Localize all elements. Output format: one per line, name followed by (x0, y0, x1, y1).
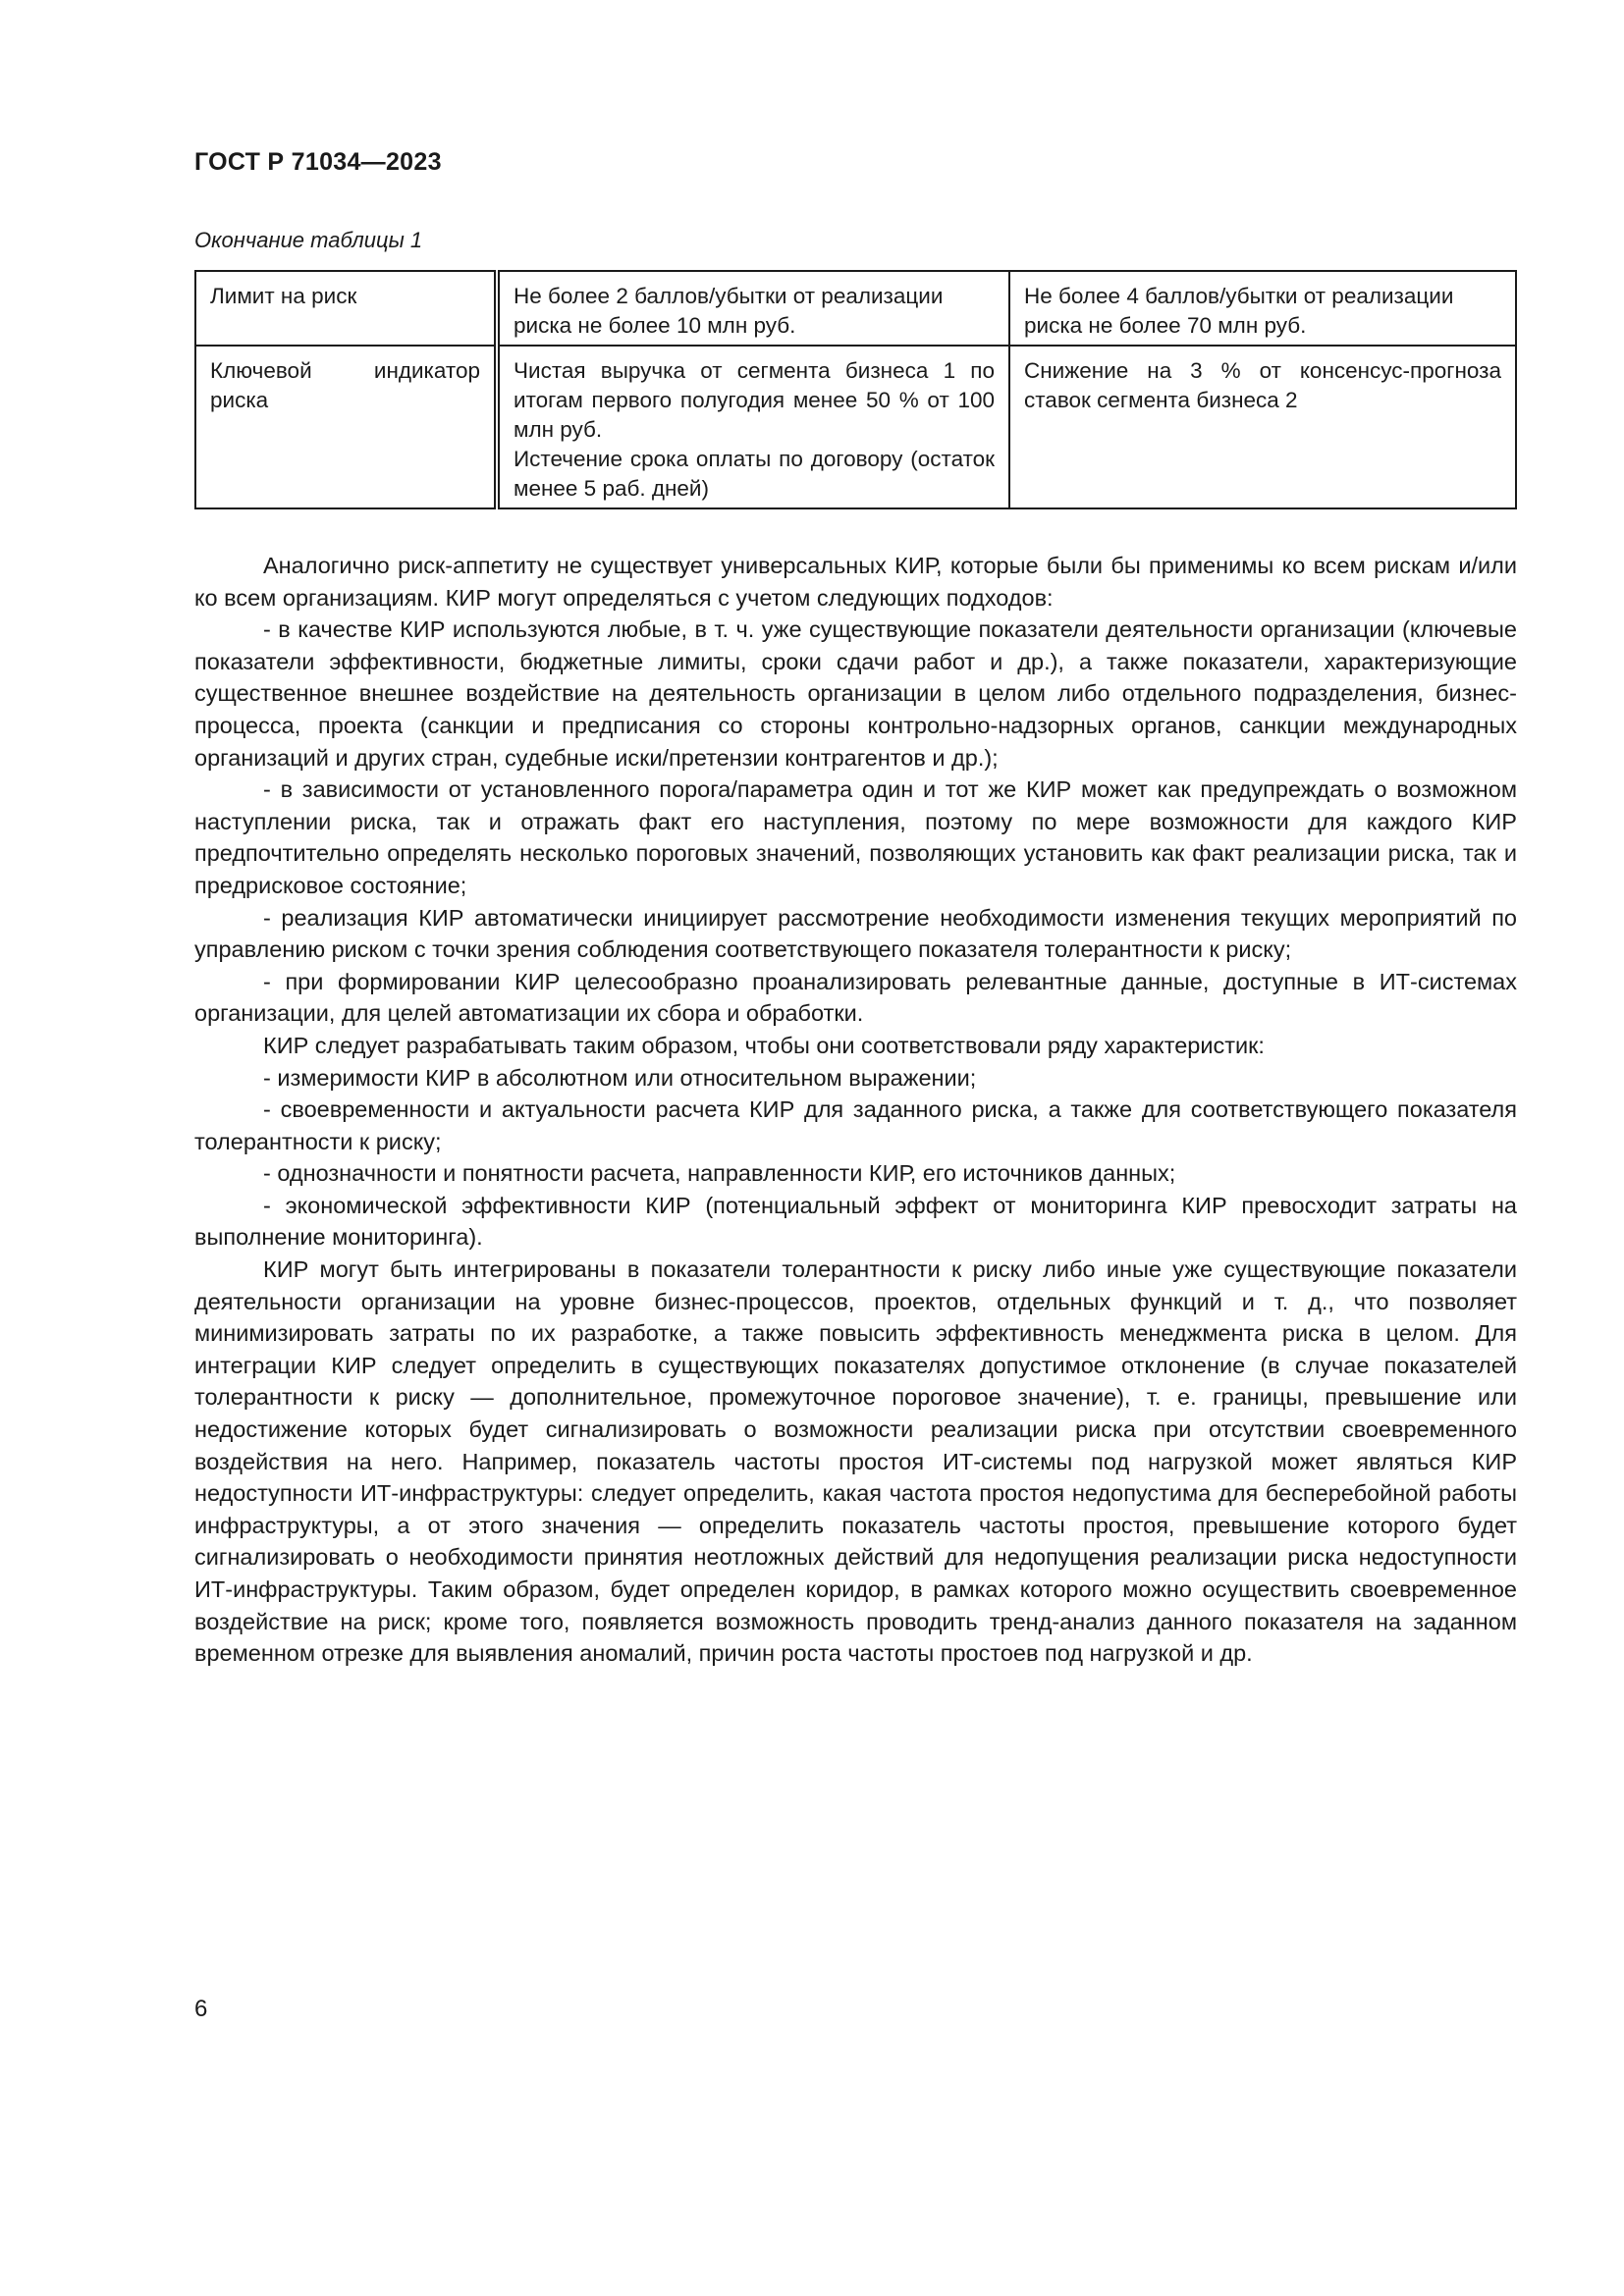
table-cell-label (195, 271, 497, 346)
risk-table (194, 270, 1517, 509)
list-item: - в зависимости от установленного порога/параметра один и тот же КИР может как предупреждать о возможном наступлении риска, так и отражать факт его наступления, поэтому по мере возможности для каждого КИР предпочтительно определять несколько пороговых значений, позволяющих установить как факт реализации риска, так и предрисковое состояние; (194, 776, 1517, 898)
paragraph: КИР могут быть интегрированы в показатели толерантности к риску либо иные уже существующие показатели деятельности организации на уровне бизнес-процессов, проектов, отдельных функций и т. д., что позволяет минимизировать затраты по их разработке, а также повысить эффективность менеджмента риска в целом. Для интеграции КИР следует определить в существующих показателях допустимое отклонение (в случае показателей толерантности к риску — дополнительное, промежуточное пороговое значение), т. е. границы, превышение или недостижение которых будет сигнализировать о возможности реализации риска при отсутствии своевременного воздействия на него. Например, показатель частоты простоя ИТ-системы под нагрузкой может являться КИР недоступности ИТ-инфраструктуры: следует определить, какая частота простоя недопустима для бесперебойной работы инфраструктуры, а от этого значения — определить показатель частоты простоя, превышение которого будет сигнализировать о необходимости принятия неотложных действий для недопущения реализации риска недоступности ИТ-инфраструктуры. Таким образом, будет определен коридор, в рамках которого можно осуществить своевременное воздействие на риск; кроме того, появляется возможность проводить тренд-анализ данного показателя на заданном временном отрезке для выявления аномалий, причин роста частоты простоев под нагрузкой и др. (194, 1256, 1517, 1667)
table-cell (1009, 346, 1516, 508)
list-item: - измеримости КИР в абсолютном или относительном выражении; (263, 1064, 977, 1091)
cell-text: Чистая выручка от сегмента бизнеса 1 по итогам первого полугодия менее 50 % от 100 млн руб. (514, 358, 995, 442)
table-cell (497, 271, 1009, 346)
table-cell (497, 346, 1009, 508)
list-item: - однозначности и понятности расчета, направленности КИР, его источников данных; (263, 1160, 1176, 1187)
document-title: ГОСТ Р 71034—2023 (194, 148, 442, 176)
list-item: - при формировании КИР целесообразно проанализировать релевантные данные, доступные в ИТ-системах организации, для целей автоматизации их сбора и обработки. (194, 968, 1517, 1027)
paragraph: Аналогично риск-аппетиту не существует универсальных КИР, которые были бы применимы ко всем рискам и/или ко всем организациям. КИР могут определяться с учетом следующих подходов: (194, 553, 1517, 611)
cell-text: Не более 4 баллов/убытки от реализации риска не более 70 млн руб. (1024, 284, 1454, 338)
cell-text: Снижение на 3 % от консенсус-прогноза ставок сегмента бизнеса 2 (1024, 358, 1501, 412)
row-label: Ключевой индикатор риска (210, 358, 480, 412)
cell-text: Истечение срока оплаты по договору (остаток менее 5 раб. дней) (514, 447, 995, 501)
table-cell-label (195, 346, 497, 508)
row-label: Лимит на риск (210, 284, 357, 308)
table-cell (1009, 271, 1516, 346)
list-item: - в качестве КИР используются любые, в т. ч. уже существующие показатели деятельности организации (ключевые показатели эффективности, бюджетные лимиты, сроки сдачи работ и др.), а также показатели, характеризующие существенное внешнее воздействие на деятельность организации в целом либо отдельного подразделения, бизнес-процесса, проекта (санкции и предписания со стороны контрольно-надзорных органов, санкции международных организаций и других стран, судебные иски/претензии контрагентов и др.); (194, 616, 1517, 771)
body-text (194, 550, 1517, 1670)
cell-text: Не более 2 баллов/убытки от реализации риска не более 10 млн руб. (514, 284, 944, 338)
list-item: - реализация КИР автоматически инициирует рассмотрение необходимости изменения текущих мероприятий по управлению риском с точки зрения соблюдения соответствующего показателя толерантности к риску; (194, 904, 1517, 963)
page-number: 6 (194, 1996, 208, 2022)
paragraph: КИР следует разрабатывать таким образом, чтобы они соответствовали ряду характеристик: (263, 1032, 1265, 1058)
table-row (195, 346, 1516, 508)
table-caption: Окончание таблицы 1 (194, 228, 423, 252)
table-row (195, 271, 1516, 346)
list-item: - экономической эффективности КИР (потенциальный эффект от мониторинга КИР превосходит затраты на выполнение мониторинга). (194, 1192, 1517, 1251)
list-item: - своевременности и актуальности расчета КИР для заданного риска, а также для соответствующего показателя толерантности к риску; (194, 1096, 1517, 1154)
